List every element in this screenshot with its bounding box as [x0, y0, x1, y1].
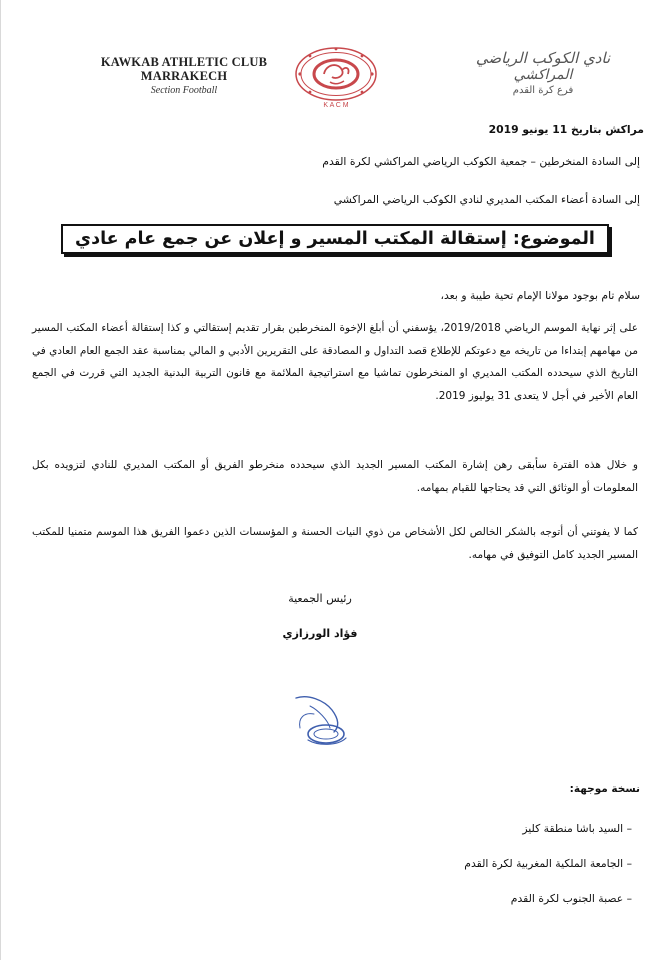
- club-name-ar-line2: المراكشي: [513, 67, 573, 83]
- signatory-title: رئيس الجمعية: [288, 592, 352, 605]
- cc-item-3: – عصبة الجنوب لكرة القدم: [510, 892, 632, 905]
- paragraph-1: على إثر نهاية الموسم الرياضي 2019/2018، يؤسفني أن أبلغ الإخوة المنخرطين بقرار تقديم إستقالتي و كذا إستقالة أعضاء المكتب المسير من مهامهم إبتداءا من تاريخه مع دعوتكم للإطلاع قصد التداول و المصادقة على التقريرين الأدبي و المالي بمناسبة عقد الجمع العام العادي في التاريخ الذي سيحدده المكتب المديري او المنخرطون تماشيا مع استراتيجية الملائمة مع قانون التربية البدنية الجديد التي قررت في الجمع العام الأخير في أجل لا يتعدى 31 يوليوز 2019.: [32, 322, 638, 402]
- subject-box: [0, 224, 670, 254]
- subject-text: الموضوع: إستقالة المكتب المسير و إعلان عن جمع عام عادي: [61, 224, 609, 254]
- club-emblem-logo: [290, 44, 382, 110]
- club-name-ar-line1: نادي الكوكب الرياضي: [475, 49, 611, 67]
- emblem-text: K A C M: [323, 102, 349, 109]
- cc-title: نسخة موجهة:: [569, 783, 640, 795]
- cc-item-1: – السيد باشا منطقة كليز: [522, 822, 632, 835]
- club-name-english: [94, 55, 274, 96]
- date-line: مراكش بتاريخ 11 يونيو 2019: [488, 123, 644, 136]
- paragraph-2: و خلال هذه الفترة سأبقى رهن إشارة المكتب المسير الجديد الذي سيحدده منخرطو الفريق أو المكتب المديري للنادي لتزويده بكل المعلومات أو الوثائق التي قد يحتاجها للقيام بمهامه.: [32, 459, 638, 494]
- club-name-line2: MARRAKECH: [140, 69, 228, 83]
- greeting: سلام تام بوجود مولانا الإمام تحية طيبة و بعد،: [440, 289, 640, 302]
- club-name-arabic: [468, 50, 618, 97]
- signatory-name: فؤاد الورزازي: [282, 627, 358, 640]
- section-ar-label: فرع كرة القدم: [512, 85, 574, 96]
- scan-edge: [0, 0, 1, 960]
- club-name-line1: KAWKAB ATHLETIC CLUB: [100, 55, 268, 69]
- addressee-1: إلى السادة المنخرطين – جمعية الكوكب الرياضي المراكشي لكرة القدم: [322, 155, 640, 168]
- paragraph-3: كما لا يفوتني أن أتوجه بالشكر الخالص لكل الأشخاص من ذوي النيات الحسنة و المؤسسات الذين دعموا الفريق هذا الموسم متمنيا للمكتب المسير الجديد كامل التوفيق في مهامه.: [32, 526, 638, 561]
- cc-item-2: – الجامعة الملكية المغربية لكرة القدم: [464, 857, 632, 870]
- handwritten-signature: [288, 688, 360, 750]
- section-label: Section Football: [150, 85, 218, 96]
- addressee-2: إلى السادة أعضاء المكتب المديري لنادي الكوكب الرياضي المراكشي: [333, 193, 640, 206]
